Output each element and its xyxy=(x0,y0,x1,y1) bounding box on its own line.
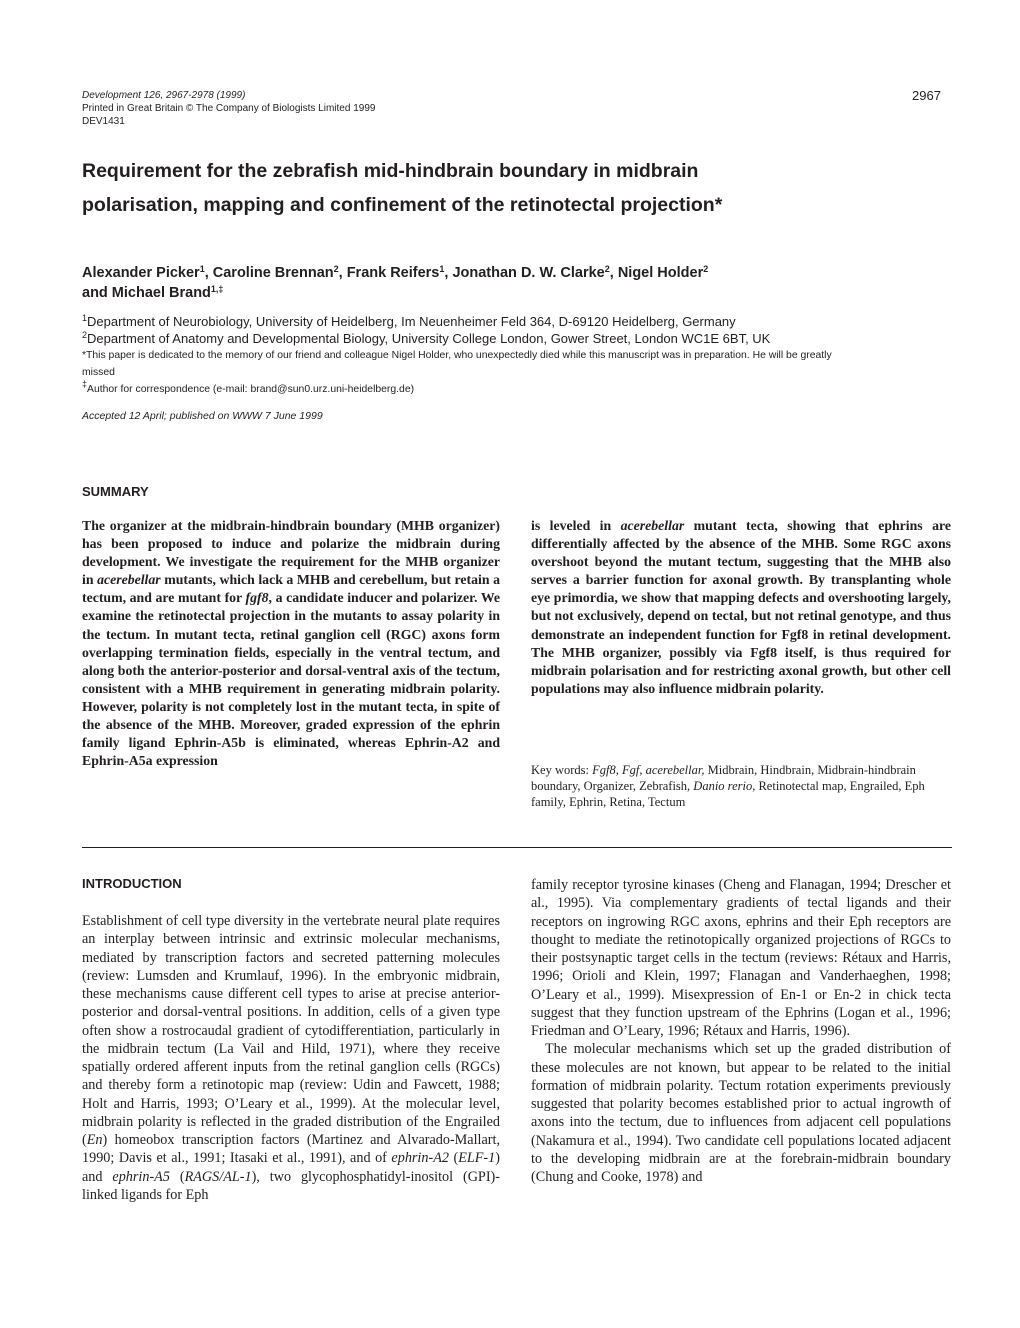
keyword: Danio rerio, xyxy=(693,779,756,793)
author-name: , Nigel Holder xyxy=(609,265,704,281)
affiliation-2 xyxy=(82,330,962,347)
dedication-note xyxy=(82,347,942,381)
summary-italic: acerebellar xyxy=(97,572,161,588)
author-name: and Michael Brand xyxy=(82,285,211,301)
affiliation-sup: 2 xyxy=(82,330,88,340)
body-text: ) homeobox transcription factors (Martinez and Alvarado-Mallart, 1990; Davis et al., 1991; Itasaki et al., 1991), and of xyxy=(82,1132,500,1167)
summary-text: , a candidate inducer and polarizer. We examine the retinotectal projection in the mutants to assay polarity in the tectum. In mutant tecta, retinal ganglion cell (RGC) axons form overlapping termination fields, especially in the ventral tectum, and along both the anterior-posterior and dorsal-ventral axis of the tectum, consistent with a MHB requirement in generating midbrain polarity. However, polarity is not completely lost in the mutant tecta, in spite of the absence of the MHB. Moreover, graded expression of the ephrin family ligand Ephrin-A5b is eliminated, whereas Ephrin-A2 and Ephrin-A5a expression xyxy=(82,590,500,769)
keyword: Midbrain, Hindbrain, Midbrain-hindbrain boundary, Organizer, Zebrafish, xyxy=(531,763,916,793)
author-list xyxy=(82,263,962,303)
author-affil-sup: 2 xyxy=(333,264,339,274)
body-paragraph: family receptor tyrosine kinases (Cheng and Flanagan, 1994; Drescher et al., 1995). Via complementary gradients of tectal ligands and their receptors on ingrowing RGC axons, ephrins and their Eph receptors are thought to mediate the retinotopically organized projections of RGCs to their postsynaptic target cells in the tectum (reviews: Rétaux and Harris, 1996; Orioli and Klein, 1997; Flanagan and Vanderhaeghen, 1998; O’Leary et al., 1999). Misexpression of En-1 or En-2 in chick tecta suggest that they function upstream of the Ephrins (Logan et al., 1996; Friedman and O’Leary, 1996; Rétaux and Harris, 1996). xyxy=(531,877,951,1039)
body-italic: ephrin-A5 xyxy=(112,1168,170,1185)
correspondence-note xyxy=(82,381,942,398)
author-affil-sup: 1,‡ xyxy=(210,284,224,294)
author-affil-sup: 2 xyxy=(703,264,709,274)
author-name: , Jonathan D. W. Clarke xyxy=(444,265,605,281)
body-italic: ELF-1 xyxy=(458,1150,496,1167)
body-italic: ephrin-A2 xyxy=(391,1150,449,1167)
summary-italic: fgf8 xyxy=(245,590,269,606)
affiliation-sup: 1 xyxy=(82,313,88,323)
summary-text: The organizer at the midbrain-hindbrain boundary (MHB organizer) has been proposed to induce and polarize the midbrain during development. We investigate the requirement for the MHB organizer in xyxy=(82,518,500,588)
title-line-2: polarisation, mapping and confinement of the retinotectal projection* xyxy=(82,194,723,216)
introduction-heading: INTRODUCTION xyxy=(82,876,182,891)
keyword: Retinotectal map, Engrailed, Eph family, Ephrin, Retina, Tectum xyxy=(531,779,925,809)
dedication-line: *This paper is dedicated to the memory of our friend and colleague Nigel Holder, who unexpectedly died while this manuscript was in preparation. He will be greatly xyxy=(82,350,832,361)
keyword: Fgf xyxy=(621,763,640,777)
printed-line: Printed in Great Britain © The Company of Biologists Limited 1999 xyxy=(82,103,376,114)
author-affil-sup: 1 xyxy=(199,264,205,274)
section-divider xyxy=(82,847,952,848)
author-affil-sup: 2 xyxy=(604,264,610,274)
body-text: ) and xyxy=(82,1150,500,1185)
body-text: ( xyxy=(169,1168,185,1185)
affiliation-text: Department of Neurobiology, University of Heidelberg, Im Neuenheimer Feld 364, D-69120 Heidelberg, Germany xyxy=(87,314,736,329)
introduction-left-column xyxy=(82,912,500,1204)
introduction-right-column xyxy=(531,876,951,1186)
title-line-1: Requirement for the zebrafish mid-hindbrain boundary in midbrain xyxy=(82,160,699,182)
body-text: ), two glycophosphatidyl-inositol (GPI)-linked ligands for Eph xyxy=(82,1168,500,1203)
keyword: acerebellar, xyxy=(645,763,705,777)
journal-citation: Development 126, 2967-2978 (1999) xyxy=(82,90,246,101)
summary-italic: acerebellar xyxy=(620,518,685,533)
author-name: Alexander Picker xyxy=(82,265,200,281)
correspondence-text: Author for correspondence (e-mail: brand@sun0.urz.uni-heidelberg.de) xyxy=(87,384,415,395)
summary-text: is leveled in xyxy=(531,518,621,533)
summary-right-column xyxy=(531,517,951,698)
keyword: Fgf8 xyxy=(592,763,616,777)
article-code: DEV1431 xyxy=(82,116,125,127)
accepted-date: Accepted 12 April; published on WWW 7 June 1999 xyxy=(82,410,323,422)
summary-text: mutants, which lack a MHB and cerebellum, but retain a tectum, and are mutant for xyxy=(82,572,500,606)
dedication-line: missed xyxy=(82,367,115,378)
author-name: , Caroline Brennan xyxy=(204,265,334,281)
keyword-sep: , xyxy=(615,763,622,777)
body-text: Establishment of cell type diversity in the vertebrate neural plate requires an interplay between intrinsic and extrinsic molecular mechanisms, mediated by transcription factors and secreted patterning molecules (review: Lumsden and Krumlauf, 1996). In the embryonic midbrain, these mechanisms cause different cell types to arise at precise anterior-posterior and dorsal-ventral positions. In addition, cells of a given type often show a rostrocaudal gradient of cytodifferentiation, particularly in the midbrain tectum (La Vail and Hild, 1971), where they receive spatially ordered afferent inputs from the retinal ganglion cells (RGCs) and thereby form a retinotopic map (review: Udin and Fawcett, 1988; Holt and Harris, 1993; O’Leary et al., 1999). At the molecular level, midbrain polarity is reflected in the graded distribution of the Engrailed ( xyxy=(82,913,500,1148)
body-paragraph: The molecular mechanisms which set up the graded distribution of these molecules are not known, but appear to be related to the initial formation of midbrain polarity. Tectum rotation experiments previously suggested that polarity becomes established prior to actual ingrowth of axons into the tectum, due to influences from adjacent cell populations (Nakamura et al., 1994). Two candidate cell populations located adjacent to the developing midbrain are at the forebrain-midbrain boundary (Chung and Cooke, 1978) and xyxy=(531,1041,951,1185)
keywords xyxy=(531,762,951,810)
affiliation-1 xyxy=(82,313,962,330)
summary-heading: SUMMARY xyxy=(82,484,149,499)
page-number: 2967 xyxy=(912,88,941,103)
affiliation-text: Department of Anatomy and Developmental Biology, University College London, Gower Street, London WC1E 6BT, UK xyxy=(87,331,771,346)
body-italic: RAGS/AL-1 xyxy=(184,1168,252,1185)
page-title xyxy=(82,154,942,222)
summary-left-column xyxy=(82,517,500,770)
keywords-label: Key words: xyxy=(531,763,593,777)
summary-text: mutant tecta, showing that ephrins are differentially affected by the absence of the MHB. Some RGC axons overshoot beyond the mutant tectum, suggesting that the MHB also serves a barrier function for axonal growth. By transplanting whole eye primordia, we show that mapping defects and overshooting largely, but not exclusively, depend on tectal, but not retinal genotype, and thus demonstrate an independent function for Fgf8 in retinal development. The MHB organizer, possibly via Fgf8 itself, is thus required for midbrain polarisation and for restricting axonal growth, but other cell populations may also influence midbrain polarity. xyxy=(531,518,951,696)
keyword-sep: , xyxy=(639,763,646,777)
body-italic: En xyxy=(86,1132,103,1148)
correspondence-sup: ‡ xyxy=(82,379,88,389)
author-name: , Frank Reifers xyxy=(338,265,440,281)
author-affil-sup: 1 xyxy=(439,264,445,274)
body-text: ( xyxy=(448,1150,459,1167)
